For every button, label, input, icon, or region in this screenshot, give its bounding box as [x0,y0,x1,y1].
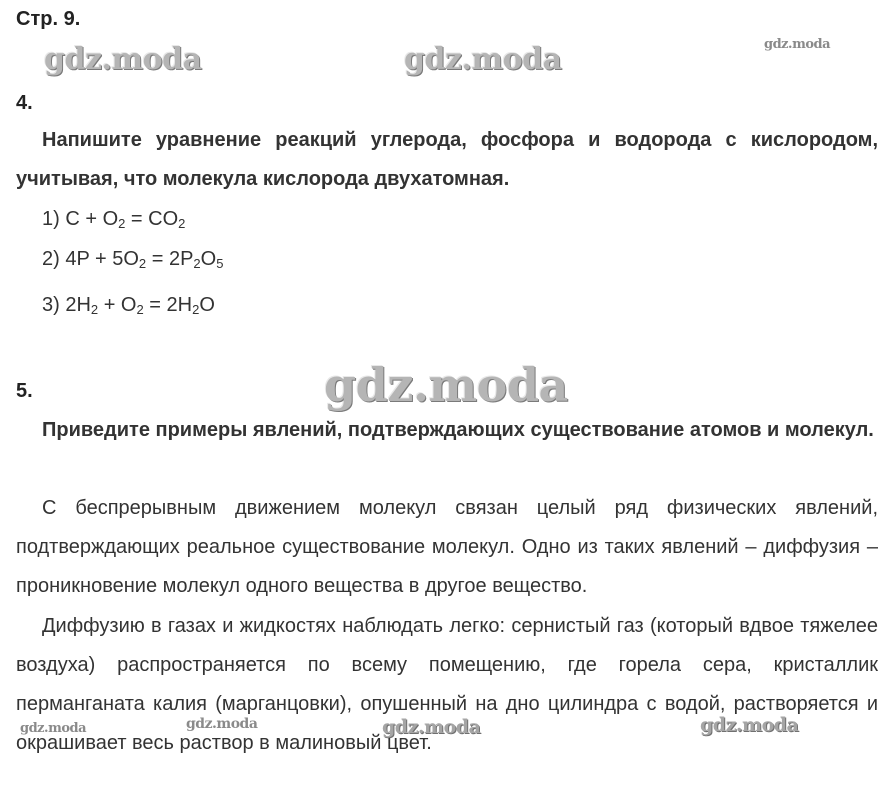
task-number: 5. [16,380,33,402]
watermark-logo: gdz.moda [700,714,799,736]
watermark-logo: gdz.moda [44,42,202,77]
page-number: Стр. 9. [16,8,81,30]
answer-paragraph: С беспрерывным движением молекул связан целый ряд физических явлений, подтверждающих реальное существование молекул. Одно из таких явлений – диффузия – проникновение молекул одного вещества в другое вещество. [16,497,878,597]
equation: 2) $4P + 5O_2 = 2P_2O_5$ [42,248,224,271]
watermark-logo: gdz.moda [382,716,481,738]
watermark-logo: gdz.moda [404,42,562,77]
task-question: Приведите примеры явлений, подтверждающих существование атомов и молекул. [42,419,874,441]
watermark-logo: gdz.moda [186,716,258,732]
answer-paragraph: Диффузию в газах и жидкостях наблюдать легко: сернистый газ (который вдвое тяжелее воздуха) распространяется по всему помещению, где горела сера, кристаллик перманганата калия (марганцовки), опушенный на дно цилиндра с водой, растворяется и окрашивает весь раствор в малиновый цвет. [16,615,878,754]
watermark-logo: gdz.moda [324,358,568,412]
task-number: 4. [16,92,33,114]
watermark-logo: gdz.moda [764,37,831,52]
task-question: Напишите уравнение реакций углерода, фосфора и водорода с кислородом, учитывая, что молекула кислорода двухатомная. [16,129,878,190]
watermark-logo: gdz.moda [20,721,87,736]
equation: 1) $C + O_2 = CO_2$ [42,208,186,231]
equation: 3) $2H_2 + O_2 = 2H_2O$ [42,294,215,317]
